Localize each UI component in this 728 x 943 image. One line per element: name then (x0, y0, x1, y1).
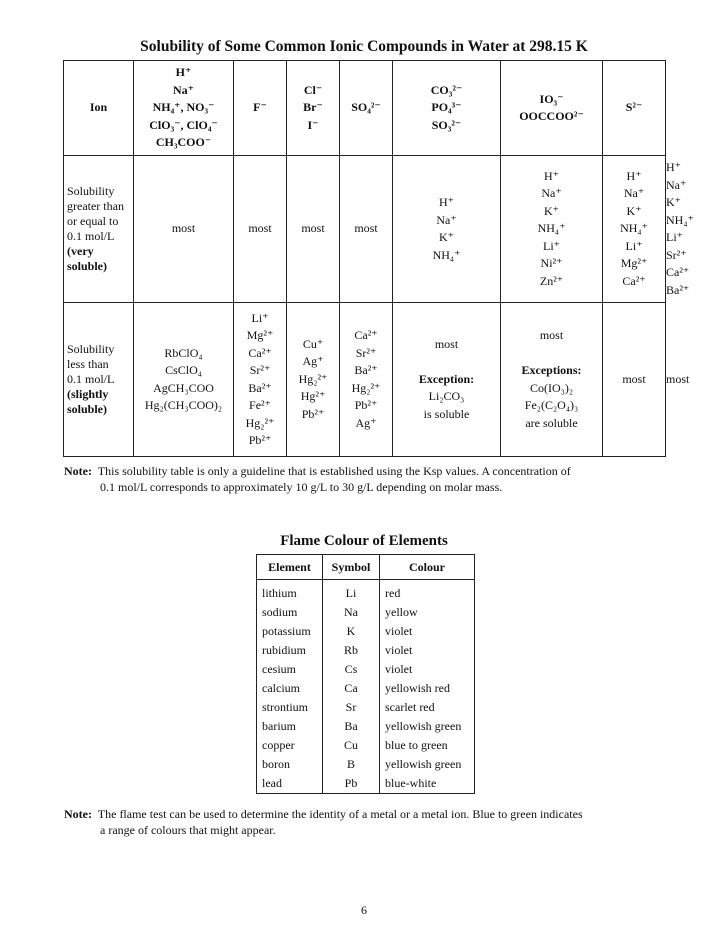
cell-line: most (539, 328, 564, 342)
ion-header: Ion (64, 61, 134, 156)
cell-line: F⁻ (253, 100, 267, 115)
cell-line: NH₄⁺ (537, 221, 566, 236)
cell-line: Fe²⁺ (249, 398, 271, 412)
cell-line: PO₄³⁻ (431, 100, 462, 115)
cell-line: Br⁻ (303, 100, 323, 115)
colour-cell: scarlet red (380, 698, 475, 717)
cell-line: less than (67, 357, 109, 371)
colour-cell: violet (380, 641, 475, 660)
cell-line: Ba²⁺ (354, 363, 378, 377)
cell-line: Ag⁺ (355, 415, 377, 430)
data-cell (134, 156, 234, 303)
flame-colour-table (256, 554, 475, 794)
data-cell (287, 303, 340, 457)
element-cell: cesium (257, 660, 323, 679)
cell-line: IO₃⁻ (539, 91, 564, 106)
symbol-cell: Cs (323, 660, 380, 679)
cell-line: most (171, 221, 196, 236)
cell-line: most (301, 221, 325, 236)
header-cell (340, 61, 393, 156)
cell-line: Fe₂(C₂O₄)₃ (524, 398, 579, 412)
element-cell: boron (257, 755, 323, 774)
cell-line: Solubility (67, 342, 115, 356)
cell-line: K⁺ (626, 203, 642, 218)
element-cell: barium (257, 717, 323, 736)
colour-cell: yellow (380, 603, 475, 622)
symbol-cell: B (323, 755, 380, 774)
symbol-cell: Rb (323, 641, 380, 660)
cell-line: NH₄⁺ (620, 221, 648, 236)
symbol-cell: Li (323, 580, 380, 604)
cell-line: Li⁺ (251, 310, 269, 325)
colour-cell: blue-white (380, 774, 475, 794)
cell-line: S²⁻ (625, 100, 643, 115)
cell-line: CsClO₄ (165, 363, 202, 377)
flame-row (257, 717, 475, 736)
header-cell (134, 61, 234, 156)
symbol-cell: Cu (323, 736, 380, 755)
element-cell: calcium (257, 679, 323, 698)
cell-line: K⁺ (544, 203, 559, 218)
solubility-note (64, 463, 571, 495)
cell-line: Co(IO₃)₂ (529, 380, 574, 395)
flame-row (257, 679, 475, 698)
element-cell: copper (257, 736, 323, 755)
colour-cell: red (380, 580, 475, 604)
cell-line: Ca²⁺ (248, 345, 272, 360)
data-cell (603, 303, 666, 457)
column-header: Element (257, 555, 323, 580)
cell-line: SO₃²⁻ (431, 117, 462, 132)
flame-table-title: Flame Colour of Elements (280, 533, 448, 549)
colour-cell: yellowish green (380, 755, 475, 774)
data-cell (603, 156, 666, 303)
data-cell (234, 303, 287, 457)
cell-line: H⁺ (175, 65, 192, 80)
cell-line: Li₂CO₃ (428, 389, 465, 404)
note-line: a range of colours that might appear. (100, 823, 276, 837)
header-cell (287, 61, 340, 156)
element-cell: lithium (257, 580, 323, 604)
header-cell (234, 61, 287, 156)
cell-line: soluble) (67, 259, 108, 273)
cell-line: H⁺ (439, 195, 454, 209)
soluble-row: Solubility greater than or equal to 0.1 mol/L (very soluble) most most most most H⁺ Na⁺ K⁺ NH₄⁺ H⁺ Na⁺ K⁺ NH₄⁺ Li⁺ Ni²⁺ Zn²⁺ H⁺ Na⁺ K⁺ NH₄⁺ Li⁺ Mg²⁺ Ca²⁺ H⁺ Na⁺ K⁺ NH₄⁺ Li⁺ Sr²⁺ Ca²⁺ Ba²⁺ (64, 156, 666, 303)
cell-line (501, 345, 602, 363)
cell-line: Na⁺ (173, 82, 194, 97)
cell-line: Na⁺ (541, 186, 562, 201)
cell-line: or equal to (67, 214, 119, 228)
cell-line: are soluble (525, 415, 578, 430)
solubility-table (63, 60, 694, 457)
cell-line: Exception: (418, 371, 475, 386)
cell-line: Exceptions: (521, 363, 582, 377)
symbol-cell: Sr (323, 698, 380, 717)
data-cell (340, 303, 393, 457)
cell-line: Sr²⁺ (249, 363, 271, 377)
flame-row (257, 622, 475, 641)
element-cell: strontium (257, 698, 323, 717)
page-number: 6 (361, 903, 367, 917)
colour-cell: violet (380, 622, 475, 641)
element-cell: rubidium (257, 641, 323, 660)
cell-line: Hg₂(CH₃COO)₂ (144, 398, 223, 412)
symbol-cell: Ba (323, 717, 380, 736)
data-cell (501, 156, 603, 303)
note-label: Note: (64, 464, 92, 478)
cell-line: NH₄⁺, NO₃⁻ (152, 100, 215, 115)
column-header: Colour (380, 555, 475, 580)
cell-line: I⁻ (307, 117, 319, 132)
cell-line: CH₃COO⁻ (155, 135, 212, 150)
cell-line: Li⁺ (543, 238, 560, 253)
data-cell (287, 156, 340, 303)
cell-line: ClO₃⁻, ClO₄⁻ (149, 117, 218, 132)
cell-line: (slightly (67, 387, 109, 401)
colour-cell: yellowish red (380, 679, 475, 698)
flame-row (257, 736, 475, 755)
symbol-cell: Ca (323, 679, 380, 698)
cell-line: SO₄²⁻ (351, 100, 381, 115)
colour-cell: yellowish green (380, 717, 475, 736)
element-cell: potassium (257, 622, 323, 641)
data-cell (501, 303, 603, 457)
header-cell (501, 61, 603, 156)
cell-line: soluble) (67, 402, 108, 416)
note-label: Note: (64, 807, 92, 821)
header-cell (603, 61, 666, 156)
colour-cell: violet (380, 660, 475, 679)
cell-line: CO₃²⁻ (430, 82, 463, 97)
cell-line: RbClO₄ (164, 345, 203, 360)
cell-line: Cu⁺ (302, 336, 324, 351)
symbol-cell: Pb (323, 774, 380, 794)
cell-line: Ba²⁺ (248, 380, 272, 395)
data-cell (340, 156, 393, 303)
cell-line: Na⁺ (436, 212, 457, 227)
cell-line: Solubility (67, 184, 115, 198)
symbol-cell: K (323, 622, 380, 641)
flame-row (257, 774, 475, 794)
cell-line: Mg²⁺ (246, 328, 274, 342)
cell-line: AgCH₃COO (153, 380, 214, 395)
note-line: The flame test can be used to determine the identity of a metal or a metal ion. Blue to green indicates (97, 807, 583, 821)
element-cell: sodium (257, 603, 323, 622)
cell-line: (very (67, 244, 94, 258)
cell-line: Pb²⁺ (248, 433, 272, 447)
cell-line: most (354, 221, 378, 236)
flame-row (257, 641, 475, 660)
cell-line: Cl⁻ (303, 82, 323, 97)
cell-line: Pb²⁺ (301, 406, 325, 421)
cell-line: most (434, 336, 459, 351)
cell-line: is soluble (423, 406, 470, 421)
page-title: Solubility of Some Common Ionic Compounds in Water at 298.15 K (140, 38, 588, 55)
header-row (64, 61, 666, 156)
header-cell (393, 61, 501, 156)
flame-row (257, 755, 475, 774)
cell-line: Hg₂²⁺ (351, 380, 381, 395)
cell-line: K⁺ (439, 230, 454, 244)
cell-line: most (622, 371, 646, 386)
cell-line: Ca²⁺ (622, 273, 646, 288)
flame-row (257, 660, 475, 679)
cell-line: 0.1 mol/L (67, 229, 115, 243)
note-line: 0.1 mol/L corresponds to approximately 10 g/L to 30 g/L depending on molar mass. (100, 480, 503, 494)
cell-line: Zn²⁺ (539, 273, 564, 288)
cell-line: OOCCOO²⁻ (519, 109, 584, 123)
cell-line: H⁺ (626, 168, 642, 183)
flame-header-row (257, 555, 475, 580)
cell-line: Ag⁺ (302, 354, 324, 369)
flame-row (257, 603, 475, 622)
cell-line: greater than (67, 199, 124, 213)
slightly-soluble-row: Solubility less than 0.1 mol/L (slightly soluble) RbClO₄ CsClO₄ AgCH₃COO Hg₂(CH₃COO)₂ Li⁺ Mg²⁺ Ca²⁺ Sr²⁺ Ba²⁺ Fe²⁺ Hg₂²⁺ Pb²⁺ Cu⁺ Ag⁺ Hg₂²⁺ Hg²⁺ Pb²⁺ Ca²⁺ Sr²⁺ Ba²⁺ Hg₂²⁺ Pb²⁺ Ag⁺ most Exception: Li₂CO₃ is soluble most Exceptions: Co(IO₃)₂ Fe₂(C₂O₄)₃ are soluble most most (64, 303, 666, 457)
cell-line: Sr²⁺ (355, 345, 377, 360)
flame-note (64, 806, 583, 838)
cell-line: 0.1 mol/L (67, 372, 115, 386)
cell-line: Na⁺ (623, 186, 645, 201)
cell-line: Li⁺ (625, 238, 643, 253)
colour-cell: blue to green (380, 736, 475, 755)
data-cell (393, 303, 501, 457)
cell-line: Mg²⁺ (620, 256, 648, 271)
flame-row (257, 580, 475, 604)
cell-line: Ca²⁺ (354, 328, 378, 342)
element-cell: lead (257, 774, 323, 794)
column-header: Symbol (323, 555, 380, 580)
cell-line: Hg²⁺ (300, 389, 326, 404)
row-label (64, 156, 134, 303)
cell-line: Ni²⁺ (540, 256, 563, 271)
cell-line: Hg₂²⁺ (245, 415, 275, 430)
cell-line: Pb²⁺ (354, 398, 378, 412)
data-cell (134, 303, 234, 457)
cell-line: H⁺ (544, 168, 559, 183)
cell-line: most (248, 221, 272, 236)
data-cell (234, 156, 287, 303)
note-line: This solubility table is only a guideline that is established using the Ksp values. A concentration of (97, 464, 571, 478)
flame-row (257, 698, 475, 717)
cell-line: Hg₂²⁺ (298, 371, 328, 386)
cell-line: NH₄⁺ (432, 247, 461, 262)
row-label (64, 303, 134, 457)
data-cell (393, 156, 501, 303)
cell-line (393, 353, 500, 371)
symbol-cell: Na (323, 603, 380, 622)
